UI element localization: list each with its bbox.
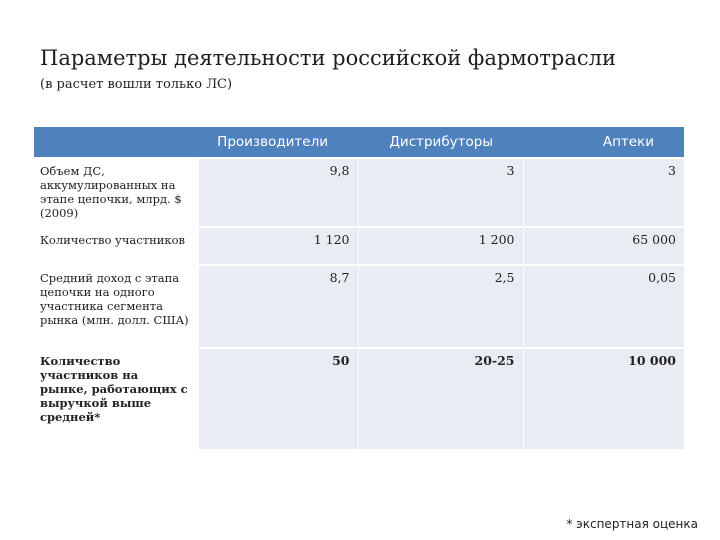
- table-row: [34, 265, 684, 348]
- cell-producers: 8,7: [198, 265, 358, 348]
- parameters-table: [34, 127, 684, 449]
- cell-distributors: 20-25: [358, 348, 523, 449]
- cell-pharmacies: 0,05: [523, 265, 684, 348]
- cell-pharmacies: 65 000: [523, 227, 684, 265]
- cell-distributors: 1 200: [358, 227, 523, 265]
- row-label: Количество участников на рынке, работающих с выручкой выше средней*: [34, 348, 198, 449]
- row-label: Объем ДС, аккумулированных на этапе цепочки, млрд. $ (2009): [34, 158, 198, 227]
- table-row: [34, 227, 684, 265]
- table-row: [34, 348, 684, 449]
- cell-pharmacies: 10 000: [523, 348, 684, 449]
- row-label: Количество участников: [34, 227, 198, 265]
- header-producers: Производители: [198, 127, 358, 158]
- header-distributors: Дистрибуторы: [358, 127, 523, 158]
- row-label: Средний доход с этапа цепочки на одного участника сегмента рынка (млн. долл. США): [34, 265, 198, 348]
- header-pharmacies: Аптеки: [523, 127, 684, 158]
- cell-distributors: 3: [358, 158, 523, 227]
- cell-producers: 9,8: [198, 158, 358, 227]
- header-empty: [34, 127, 198, 158]
- table-header-row: [34, 127, 684, 158]
- table-row: [34, 158, 684, 227]
- cell-pharmacies: 3: [523, 158, 684, 227]
- cell-producers: 50: [198, 348, 358, 449]
- cell-distributors: 2,5: [358, 265, 523, 348]
- cell-producers: 1 120: [198, 227, 358, 265]
- page-title: Параметры деятельности российской фармотрасли: [40, 46, 616, 70]
- footnote: * экспертная оценка: [566, 517, 698, 531]
- page-subtitle: (в расчет вошли только ЛС): [40, 77, 233, 92]
